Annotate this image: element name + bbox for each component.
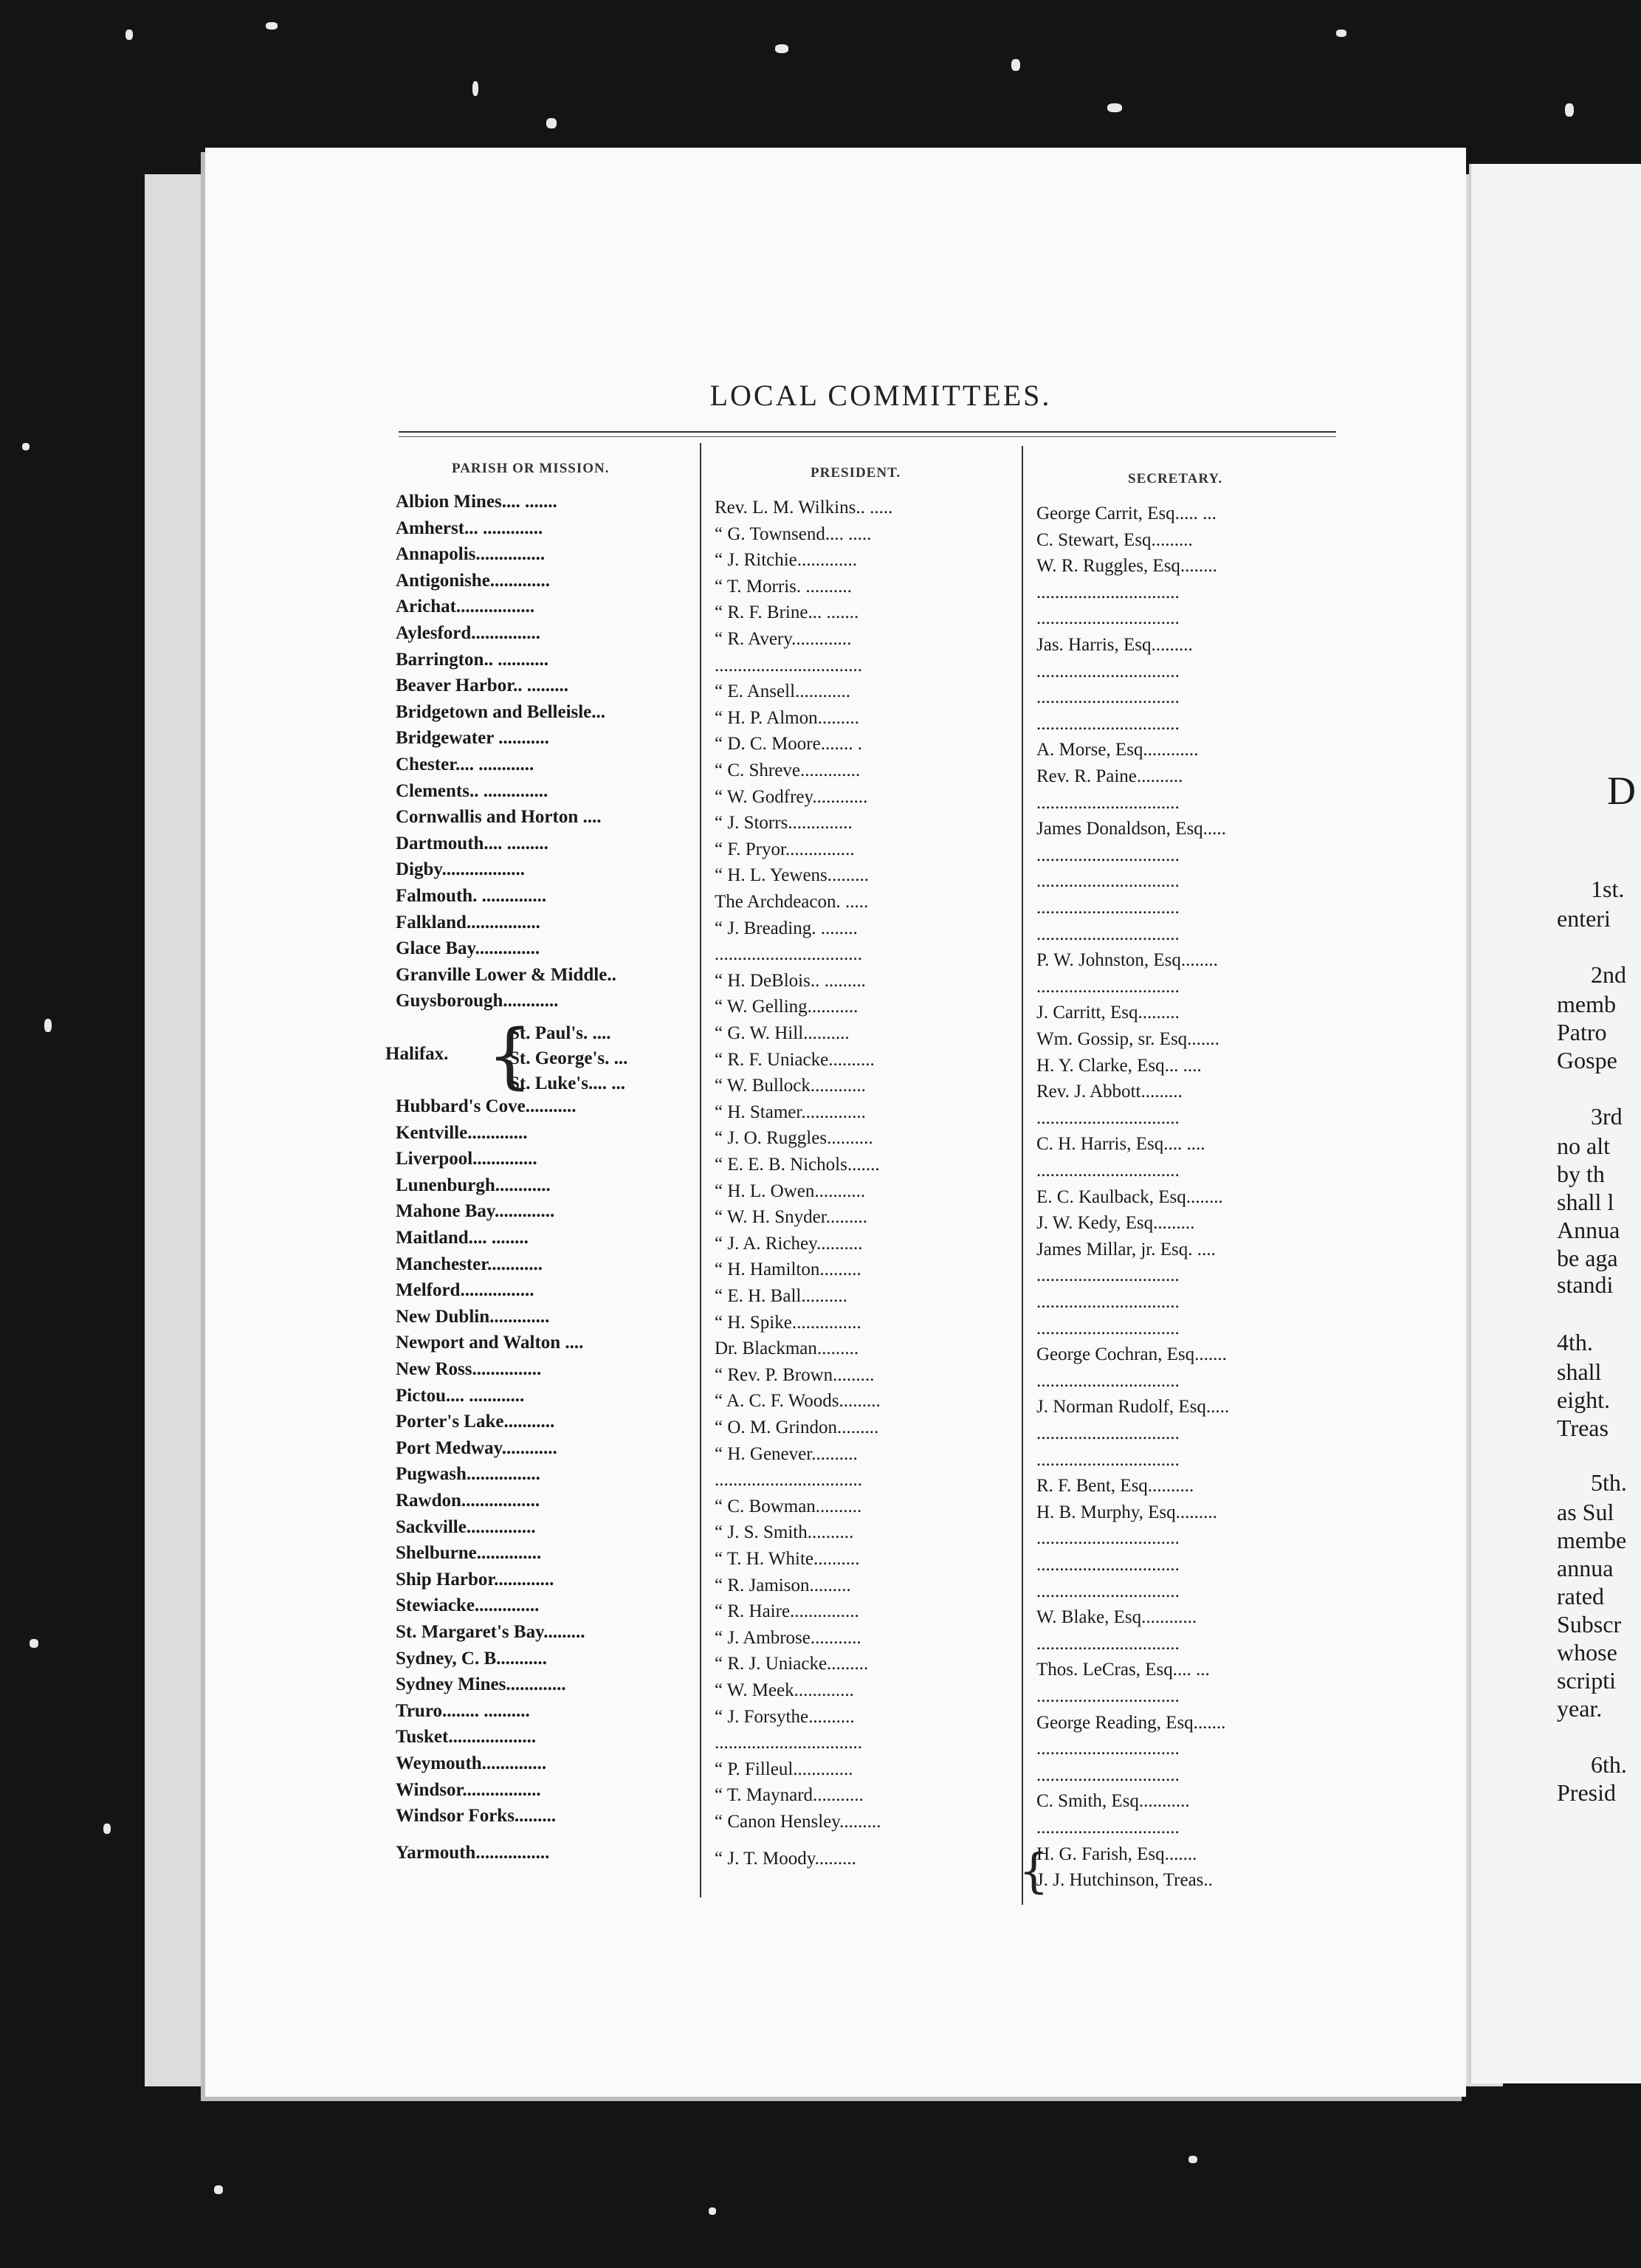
facing-page-text: Subscr	[1557, 1611, 1622, 1638]
president-name: ................................	[715, 1470, 862, 1491]
dust-speck	[1107, 103, 1122, 112]
parish-name: Digby..................	[396, 859, 526, 880]
secretary-name: H. G. Farish, Esq.......	[1036, 1843, 1197, 1864]
president-name: “ H. L. Yewens.........	[715, 865, 870, 886]
page-title: LOCAL COMMITTEES.	[709, 379, 1052, 412]
secretary-name: ...............................	[1036, 1107, 1180, 1128]
secretary-name: C. Smith, Esq...........	[1036, 1791, 1190, 1812]
president-name: “ J. S. Smith..........	[715, 1522, 854, 1543]
secretary-name: H. B. Murphy, Esq.........	[1036, 1502, 1217, 1522]
president-name: ................................	[715, 655, 862, 676]
president-name: “ J. Storrs..............	[715, 813, 853, 834]
secretary-name: W. R. Ruggles, Esq........	[1036, 556, 1217, 577]
parish-name: Melford................	[396, 1280, 534, 1301]
facing-page-text: rated	[1557, 1583, 1604, 1609]
president-name: “ H. DeBlois.. .........	[715, 970, 866, 991]
president-name: “ H. Genever..........	[715, 1443, 858, 1464]
president-name: “ R. Jamison.........	[715, 1575, 851, 1595]
secretary-name: ...............................	[1036, 1764, 1180, 1785]
secretary-name: Jas. Harris, Esq.........	[1036, 635, 1193, 655]
secretary-name: ...............................	[1036, 1818, 1180, 1838]
president-name: “ W. Meek.............	[715, 1680, 854, 1700]
secretary-name: C. Stewart, Esq.........	[1036, 529, 1193, 550]
president-name: “ J. Ritchie.............	[715, 550, 858, 571]
facing-page-text: as Sul	[1557, 1499, 1614, 1525]
president-name: “ W. Bullock............	[715, 1076, 866, 1096]
president-name: “ F. Pryor...............	[715, 839, 855, 859]
parish-name: Ship Harbor.............	[396, 1569, 554, 1590]
president-name: “ O. M. Grindon.........	[715, 1418, 879, 1437]
president-name: “ T. Maynard...........	[715, 1785, 864, 1806]
facing-page-text: be aga	[1557, 1245, 1618, 1271]
parish-name: Rawdon.................	[396, 1491, 540, 1511]
parish-name: Albion Mines.... .......	[396, 492, 557, 512]
parish-name: Windsor Forks.........	[396, 1806, 557, 1827]
president-name: “ E. H. Ball..........	[715, 1286, 847, 1306]
parish-name: New Ross...............	[396, 1359, 542, 1379]
secretary-name: ...............................	[1036, 1581, 1180, 1601]
secretary-name: ...............................	[1036, 1555, 1180, 1575]
president-name: “ R. F. Brine... .......	[715, 602, 859, 623]
parish-name: Port Medway............	[396, 1437, 557, 1458]
president-name: ................................	[715, 944, 862, 965]
secretary-name: P. W. Johnston, Esq........	[1036, 950, 1218, 971]
halifax-label: Halifax.	[385, 1044, 449, 1064]
president-name: “ G. Townsend.... .....	[715, 523, 872, 544]
secretary-name: A. Morse, Esq............	[1036, 740, 1199, 760]
column-divider	[1022, 446, 1023, 1905]
president-name: “ T. H. White..........	[715, 1549, 860, 1569]
dust-speck	[1011, 59, 1020, 71]
president-name: “ D. C. Moore....... .	[715, 734, 862, 755]
parish-name: Sydney, C. B...........	[396, 1648, 547, 1669]
dust-speck	[775, 44, 788, 53]
facing-page-text: 2nd	[1591, 961, 1626, 988]
secretary-name: ...............................	[1036, 871, 1180, 892]
parish-name: Truro........ ..........	[396, 1700, 530, 1721]
parish-name: Stewiacke..............	[396, 1595, 540, 1616]
dust-speck	[709, 2207, 716, 2215]
column-divider	[700, 443, 701, 1897]
parish-name: Beaver Harbor.. .........	[396, 676, 569, 696]
facing-page-text: shall l	[1557, 1189, 1614, 1215]
secretary-name: Thos. LeCras, Esq.... ...	[1036, 1660, 1210, 1680]
parish-name: Hubbard's Cove...........	[396, 1096, 577, 1116]
parish-name: Pugwash................	[396, 1464, 540, 1485]
president-name: “ C. Shreve.............	[715, 760, 861, 780]
parish-name: Chester.... ............	[396, 755, 534, 774]
parish-name: Glace Bay..............	[396, 938, 540, 959]
dust-speck	[214, 2185, 223, 2194]
facing-page	[1469, 164, 1641, 2083]
facing-page-text: no alt	[1557, 1133, 1610, 1159]
parish-name: Cornwallis and Horton ....	[396, 807, 602, 828]
secretary-name: ...............................	[1036, 1449, 1180, 1470]
parish-name: Antigonishe.............	[396, 570, 551, 591]
parish-name: Pictou.... ............	[396, 1385, 525, 1406]
secretary-name: Rev. R. Paine..........	[1036, 766, 1183, 786]
facing-page-text: enteri	[1557, 905, 1611, 932]
president-name: “ J. Ambrose...........	[715, 1627, 861, 1648]
facing-page-text: shall	[1557, 1358, 1602, 1385]
secretary-name: ...............................	[1036, 898, 1180, 918]
parish-name: Aylesford...............	[396, 623, 541, 643]
secretary-name: George Cochran, Esq.......	[1036, 1344, 1227, 1365]
president-name: “ R. Avery.............	[715, 629, 852, 649]
secretary-name: ...............................	[1036, 845, 1180, 865]
parish-name: Tusket...................	[396, 1727, 537, 1748]
col-header-president: PRESIDENT.	[811, 465, 901, 481]
secretary-name: E. C. Kaulback, Esq........	[1036, 1186, 1223, 1207]
president-name: “ W. Gelling...........	[715, 997, 859, 1017]
dust-speck	[103, 1824, 111, 1834]
secretary-name: ...............................	[1036, 976, 1180, 997]
facing-page-text: eight.	[1557, 1386, 1610, 1413]
secretary-name: ...............................	[1036, 582, 1180, 602]
facing-page-text: 3rd	[1591, 1103, 1623, 1130]
president-name: “ W. H. Snyder.........	[715, 1207, 867, 1228]
secretary-name: J. J. Hutchinson, Treas..	[1036, 1870, 1213, 1891]
parish-name: Liverpool..............	[396, 1149, 537, 1169]
secretary-name: George Reading, Esq.......	[1036, 1712, 1226, 1733]
parish-name: Shelburne..............	[396, 1543, 542, 1564]
secretary-name: ...............................	[1036, 1370, 1180, 1391]
halifax-church: St. Paul's. ....	[509, 1023, 611, 1043]
halifax-church: St. George's. ...	[509, 1048, 628, 1068]
parish-name: Yarmouth................	[396, 1842, 550, 1863]
secretary-name: Wm. Gossip, sr. Esq.......	[1036, 1029, 1219, 1049]
president-name: The Archdeacon. .....	[715, 892, 869, 912]
secretary-name: C. H. Harris, Esq.... ....	[1036, 1134, 1205, 1155]
president-name: Dr. Blackman.........	[715, 1339, 859, 1359]
president-name: “ R. J. Uniacke.........	[715, 1654, 869, 1674]
facing-page-text: year.	[1557, 1695, 1603, 1722]
facing-page-text: 6th.	[1591, 1751, 1627, 1778]
parish-name: Barrington.. ...........	[396, 649, 548, 670]
president-name: “ R. Haire...............	[715, 1601, 859, 1622]
facing-page-text: scripti	[1557, 1667, 1616, 1694]
header-rule	[399, 431, 1336, 433]
parish-name: Windsor.................	[396, 1779, 541, 1800]
president-name: “ H. Stamer..............	[715, 1102, 866, 1122]
secretary-name: ...............................	[1036, 1633, 1180, 1654]
secretary-name: ...............................	[1036, 1423, 1180, 1443]
president-name: “ H. P. Almon.........	[715, 707, 859, 728]
facing-page-text: by th	[1557, 1161, 1605, 1187]
secretary-name: ...............................	[1036, 1318, 1180, 1339]
president-name: “ J. A. Richey..........	[715, 1233, 863, 1254]
parish-name: Dartmouth.... .........	[396, 833, 548, 853]
secretary-name: ...............................	[1036, 924, 1180, 944]
president-name: “ J. T. Moody.........	[715, 1848, 856, 1869]
parish-name: Manchester............	[396, 1254, 543, 1274]
parish-name: Mahone Bay.............	[396, 1201, 555, 1222]
parish-name: Sydney Mines.............	[396, 1674, 566, 1695]
secretary-name: James Millar, jr. Esq. ....	[1036, 1239, 1216, 1260]
halifax-church: St. Luke's.... ...	[509, 1073, 625, 1093]
parish-name: St. Margaret's Bay.........	[396, 1622, 585, 1642]
yarmouth-brace: {	[1019, 1844, 1049, 1899]
parish-name: Falkland................	[396, 912, 540, 932]
parish-name: Sackville...............	[396, 1516, 536, 1537]
halifax-brace: {	[487, 1014, 533, 1097]
secretary-name: H. Y. Clarke, Esq... ....	[1036, 1055, 1202, 1076]
secretary-name: ...............................	[1036, 792, 1180, 813]
parish-name: Falmouth. ..............	[396, 886, 547, 906]
secretary-name: ...............................	[1036, 1161, 1180, 1181]
president-name: “ H. L. Owen...........	[715, 1181, 866, 1201]
secretary-name: ...............................	[1036, 687, 1180, 708]
parish-name: Bridgewater ...........	[396, 728, 549, 749]
parish-name: Arichat.................	[396, 597, 535, 617]
parish-name: Weymouth..............	[396, 1753, 547, 1773]
facing-page-text: 4th.	[1557, 1329, 1593, 1355]
president-name: “ R. F. Uniacke..........	[715, 1049, 875, 1070]
secretary-name: ...............................	[1036, 713, 1180, 734]
president-name: “ Canon Hensley.........	[715, 1812, 881, 1832]
secretary-name: George Carrit, Esq..... ...	[1036, 504, 1217, 523]
secretary-name: ...............................	[1036, 1292, 1180, 1312]
facing-page-text: Gospe	[1557, 1047, 1617, 1073]
president-name: Rev. L. M. Wilkins.. .....	[715, 498, 893, 518]
president-name: “ J. Forsythe..........	[715, 1706, 855, 1727]
dust-speck	[1565, 103, 1574, 117]
dust-speck	[266, 22, 278, 30]
secretary-name: ...............................	[1036, 1739, 1180, 1759]
facing-page-text: D	[1607, 769, 1636, 813]
dust-speck	[44, 1019, 52, 1032]
parish-name: Kentville.............	[396, 1122, 528, 1143]
secretary-name: W. Blake, Esq............	[1036, 1607, 1197, 1628]
facing-page-text: memb	[1557, 991, 1616, 1017]
dust-speck	[546, 118, 557, 128]
secretary-name: J. Carritt, Esq.........	[1036, 1003, 1180, 1023]
secretary-name: ...............................	[1036, 1265, 1180, 1286]
dust-speck	[30, 1639, 38, 1648]
secretary-name: ...............................	[1036, 608, 1180, 629]
president-name: “ J. Breading. ........	[715, 918, 858, 938]
facing-page-text: 5th.	[1591, 1469, 1627, 1496]
parish-name: Amherst... .............	[396, 518, 543, 538]
facing-page-text: whose	[1557, 1639, 1617, 1666]
president-name: “ H. Spike...............	[715, 1312, 861, 1333]
secretary-name: J. W. Kedy, Esq.........	[1036, 1213, 1195, 1234]
col-header-secretary: SECRETARY.	[1128, 471, 1223, 487]
president-name: “ C. Bowman..........	[715, 1496, 862, 1516]
facing-page-text: membe	[1557, 1527, 1627, 1553]
facing-page-text: annua	[1557, 1555, 1614, 1581]
secretary-name: R. F. Bent, Esq..........	[1036, 1476, 1194, 1496]
parish-name: Bridgetown and Belleisle...	[396, 701, 606, 722]
president-name: “ E. E. B. Nichols.......	[715, 1155, 880, 1175]
secretary-name: James Donaldson, Esq.....	[1036, 819, 1226, 839]
facing-page-text: Annua	[1557, 1217, 1620, 1243]
secretary-name: Rev. J. Abbott.........	[1036, 1082, 1183, 1102]
parish-name: Annapolis...............	[396, 544, 546, 565]
president-name: “ Rev. P. Brown.........	[715, 1364, 875, 1385]
parish-name: Lunenburgh............	[396, 1175, 551, 1195]
dust-speck	[125, 30, 133, 40]
header-rule	[399, 436, 1336, 437]
president-name: “ W. Godfrey............	[715, 786, 868, 807]
secretary-name: J. Norman Rudolf, Esq.....	[1036, 1397, 1230, 1418]
dust-speck	[472, 81, 478, 96]
facing-page-text: Treas	[1557, 1415, 1609, 1441]
president-name: “ A. C. F. Woods.........	[715, 1391, 881, 1412]
parish-name: Clements.. ..............	[396, 780, 548, 801]
president-name: “ T. Morris. ..........	[715, 576, 852, 597]
col-header-parish: PARISH OR MISSION.	[452, 461, 610, 476]
parish-name: Porter's Lake...........	[396, 1412, 555, 1432]
parish-name: Maitland.... ........	[396, 1228, 529, 1248]
facing-page-text: Patro	[1557, 1019, 1607, 1045]
facing-page-text: 1st.	[1591, 876, 1625, 902]
parish-name: New Dublin.............	[396, 1306, 550, 1327]
president-name: “ E. Ansell............	[715, 681, 851, 702]
dust-speck	[1188, 2156, 1197, 2163]
president-name: “ J. O. Ruggles..........	[715, 1128, 873, 1149]
president-name: “ P. Filleul.............	[715, 1759, 853, 1779]
facing-page-text: standi	[1557, 1271, 1614, 1298]
president-name: “ G. W. Hill..........	[715, 1023, 850, 1043]
secretary-name: ...............................	[1036, 1528, 1180, 1549]
president-name: “ H. Hamilton.........	[715, 1260, 861, 1280]
parish-name: Newport and Walton ....	[396, 1333, 584, 1353]
facing-page-text: Presid	[1557, 1779, 1616, 1806]
parish-name: Granville Lower & Middle..	[396, 964, 616, 985]
parish-name: Guysborough............	[396, 991, 559, 1011]
president-name: ................................	[715, 1733, 862, 1753]
dust-speck	[22, 443, 30, 450]
secretary-name: ...............................	[1036, 1686, 1180, 1706]
secretary-name: ...............................	[1036, 661, 1180, 681]
dust-speck	[1336, 30, 1346, 37]
